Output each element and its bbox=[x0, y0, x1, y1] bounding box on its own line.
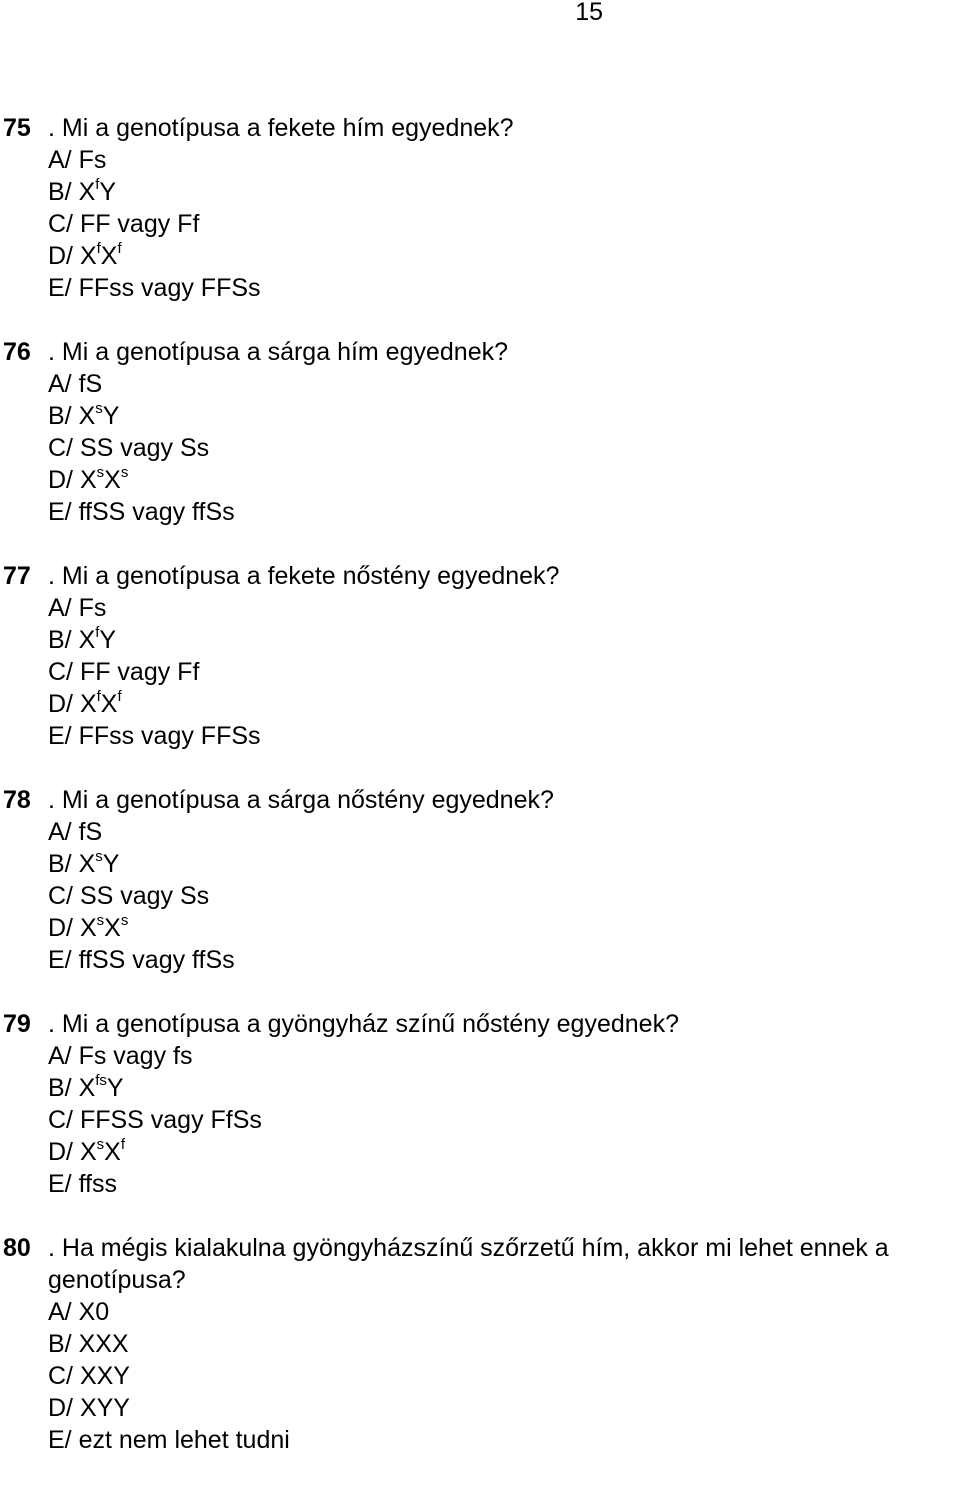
question-line bbox=[0, 112, 960, 144]
answer-options bbox=[0, 592, 960, 752]
answer-option bbox=[0, 1424, 960, 1456]
answer-option bbox=[0, 848, 960, 880]
question-number: 78 bbox=[3, 786, 31, 814]
question-line bbox=[0, 784, 960, 816]
option-text: C/ FF vagy Ff bbox=[48, 210, 200, 238]
answer-options bbox=[0, 1040, 960, 1200]
option-superscript: f bbox=[117, 240, 122, 257]
option-text: E/ ezt nem lehet tudni bbox=[48, 1426, 290, 1454]
answer-option bbox=[0, 400, 960, 432]
option-text: Y bbox=[102, 402, 120, 430]
answer-option bbox=[0, 944, 960, 976]
question-text: . Mi a genotípusa a gyöngyház színű nőstény egyednek? bbox=[48, 1010, 679, 1038]
option-text: A/ Fs vagy fs bbox=[48, 1042, 193, 1070]
option-superscript: s bbox=[96, 912, 105, 929]
answer-option bbox=[0, 1104, 960, 1136]
question-text: . Mi a genotípusa a sárga nőstény egyednek? bbox=[48, 786, 554, 814]
option-text: D/ XYY bbox=[48, 1394, 130, 1422]
option-text: A/ X0 bbox=[48, 1298, 110, 1326]
option-text: Y bbox=[106, 1074, 124, 1102]
answer-option bbox=[0, 1040, 960, 1072]
option-text: A/ Fs bbox=[48, 146, 107, 174]
question-list bbox=[0, 112, 960, 1488]
question-text: . Mi a genotípusa a fekete hím egyednek? bbox=[48, 114, 514, 142]
question-number: 75 bbox=[3, 114, 31, 142]
question-line bbox=[0, 1008, 960, 1040]
option-text: B/ XXX bbox=[48, 1330, 129, 1358]
option-text: C/ FF vagy Ff bbox=[48, 658, 200, 686]
option-text: A/ Fs bbox=[48, 594, 107, 622]
answer-option bbox=[0, 272, 960, 304]
option-text: B/ X bbox=[48, 626, 96, 654]
option-text: E/ ffss bbox=[48, 1170, 118, 1198]
answer-option bbox=[0, 144, 960, 176]
option-text: E/ FFss vagy FFSs bbox=[48, 274, 261, 302]
answer-option bbox=[0, 240, 960, 272]
question-number: 79 bbox=[3, 1010, 31, 1038]
option-text: B/ X bbox=[48, 402, 96, 430]
question-number: 76 bbox=[3, 338, 31, 366]
option-text: D/ X bbox=[48, 242, 97, 270]
option-text: D/ X bbox=[48, 1138, 97, 1166]
answer-option bbox=[0, 720, 960, 752]
page-number: 15 bbox=[575, 0, 603, 26]
option-text: X bbox=[104, 466, 121, 494]
option-text: B/ X bbox=[48, 178, 96, 206]
option-text: Y bbox=[102, 850, 120, 878]
answer-option bbox=[0, 1296, 960, 1328]
option-text: A/ fS bbox=[48, 370, 103, 398]
question-77 bbox=[0, 560, 960, 752]
answer-option bbox=[0, 1392, 960, 1424]
answer-option bbox=[0, 688, 960, 720]
option-text: B/ X bbox=[48, 1074, 96, 1102]
option-superscript: s bbox=[95, 400, 103, 417]
option-text: A/ fS bbox=[48, 818, 103, 846]
option-text: C/ FFSS vagy FfSs bbox=[48, 1106, 262, 1134]
question-line bbox=[0, 336, 960, 368]
option-superscript: f bbox=[117, 688, 122, 705]
option-text: D/ X bbox=[48, 914, 97, 942]
question-text: . Ha mégis kialakulna gyöngyházszínű szőrzetű hím, akkor mi lehet ennek a bbox=[48, 1234, 889, 1262]
option-superscript: s bbox=[120, 464, 129, 481]
question-number: 80 bbox=[3, 1234, 31, 1262]
option-text: C/ SS vagy Ss bbox=[48, 434, 210, 462]
answer-options bbox=[0, 144, 960, 304]
question-75 bbox=[0, 112, 960, 304]
option-text: B/ X bbox=[48, 850, 96, 878]
question-79 bbox=[0, 1008, 960, 1200]
option-superscript: s bbox=[96, 1136, 105, 1153]
question-text: . Mi a genotípusa a fekete nőstény egyednek? bbox=[48, 562, 560, 590]
question-line bbox=[0, 560, 960, 592]
answer-option bbox=[0, 656, 960, 688]
option-superscript: s bbox=[120, 912, 129, 929]
option-text: Y bbox=[99, 626, 117, 654]
option-text: E/ ffSS vagy ffSs bbox=[48, 498, 235, 526]
answer-option bbox=[0, 1360, 960, 1392]
question-80 bbox=[0, 1232, 960, 1456]
answer-option bbox=[0, 624, 960, 656]
option-superscript: f bbox=[120, 1136, 125, 1153]
answer-option bbox=[0, 208, 960, 240]
question-text: . Mi a genotípusa a sárga hím egyednek? bbox=[48, 338, 509, 366]
option-superscript: f bbox=[95, 624, 100, 641]
answer-options bbox=[0, 816, 960, 976]
answer-options bbox=[0, 1296, 960, 1456]
question-78 bbox=[0, 784, 960, 976]
question-76 bbox=[0, 336, 960, 528]
option-superscript: f bbox=[96, 240, 101, 257]
option-text: E/ FFss vagy FFSs bbox=[48, 722, 261, 750]
option-text: C/ XXY bbox=[48, 1362, 130, 1390]
option-text: X bbox=[104, 1138, 121, 1166]
answer-option bbox=[0, 912, 960, 944]
answer-option bbox=[0, 592, 960, 624]
answer-option bbox=[0, 432, 960, 464]
answer-option bbox=[0, 1136, 960, 1168]
answer-option bbox=[0, 1328, 960, 1360]
option-text: Y bbox=[99, 178, 117, 206]
option-superscript: f bbox=[96, 688, 101, 705]
option-superscript: f bbox=[95, 176, 100, 193]
question-text-continuation: genotípusa? bbox=[48, 1266, 186, 1294]
option-text: X bbox=[100, 690, 118, 718]
answer-options bbox=[0, 368, 960, 528]
question-number: 77 bbox=[3, 562, 31, 590]
option-text: X bbox=[100, 242, 118, 270]
answer-option bbox=[0, 496, 960, 528]
answer-option bbox=[0, 880, 960, 912]
answer-option bbox=[0, 1168, 960, 1200]
option-superscript: s bbox=[96, 464, 105, 481]
answer-option bbox=[0, 464, 960, 496]
option-text: D/ X bbox=[48, 690, 97, 718]
option-text: C/ SS vagy Ss bbox=[48, 882, 210, 910]
option-text: E/ ffSS vagy ffSs bbox=[48, 946, 235, 974]
answer-option bbox=[0, 816, 960, 848]
answer-option bbox=[0, 1072, 960, 1104]
option-text: D/ X bbox=[48, 466, 97, 494]
question-line bbox=[0, 1232, 960, 1264]
option-superscript: fs bbox=[95, 1072, 107, 1089]
option-superscript: s bbox=[95, 848, 103, 865]
answer-option bbox=[0, 368, 960, 400]
answer-option bbox=[0, 176, 960, 208]
option-text: X bbox=[104, 914, 121, 942]
